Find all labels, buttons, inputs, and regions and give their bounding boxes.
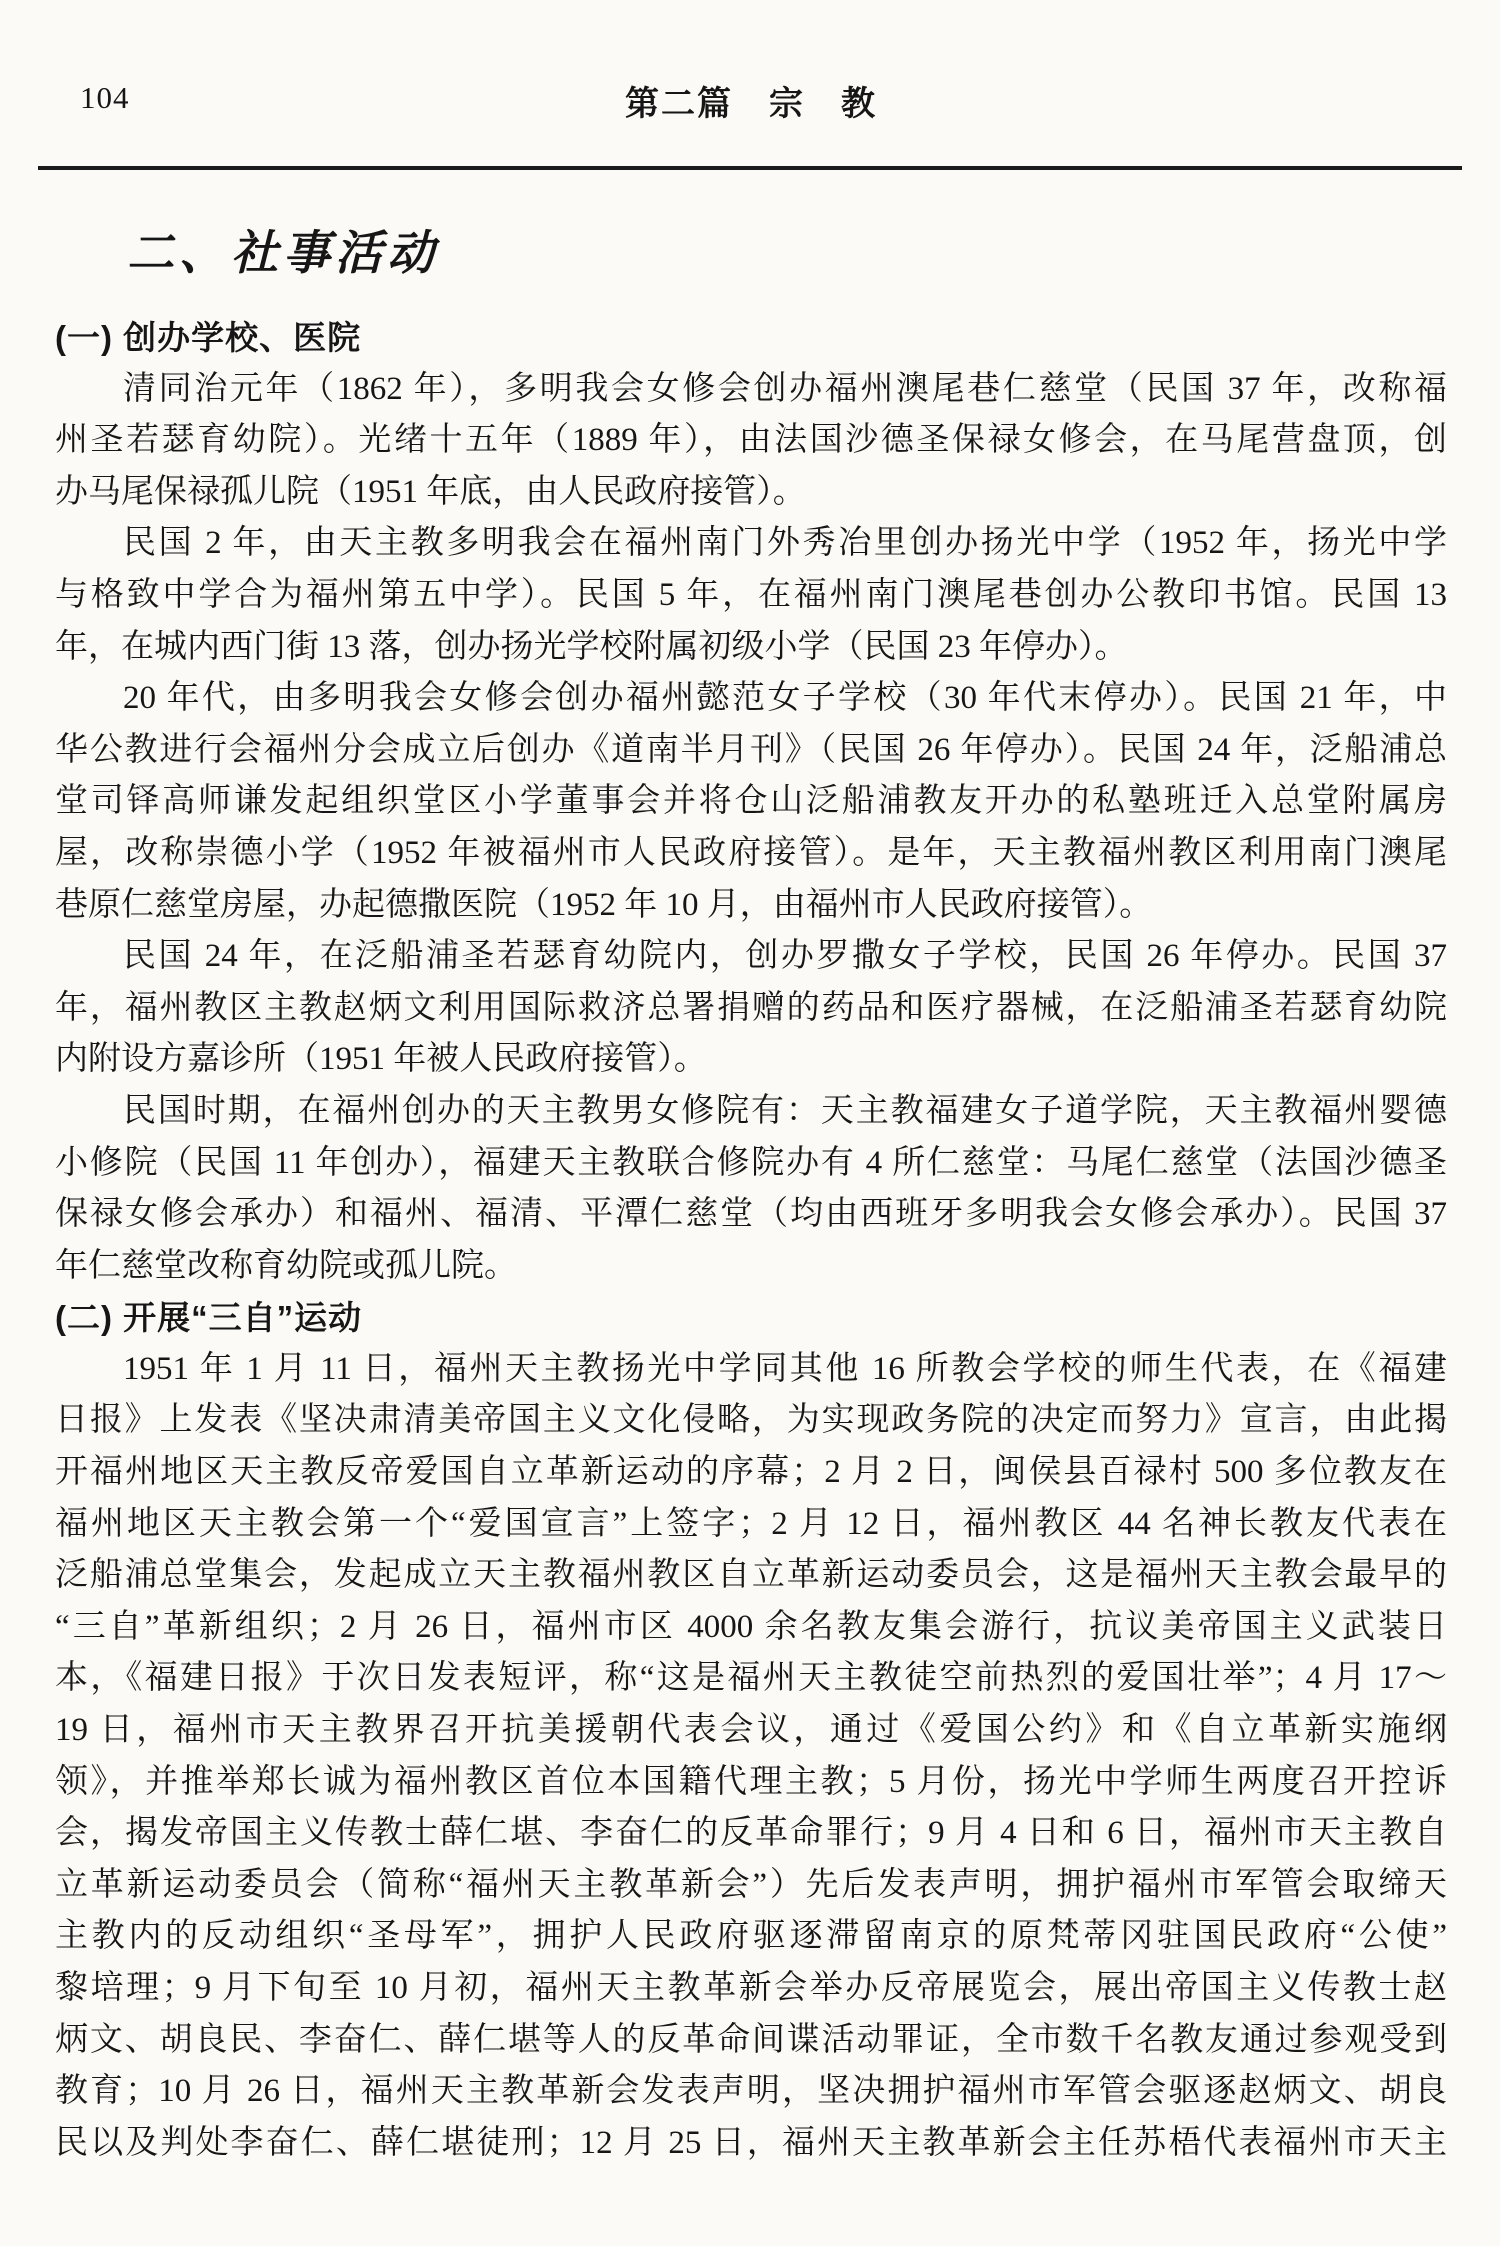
text-line: 炳文、胡良民、李奋仁、薛仁堪等人的反革命间谍活动罪证，全市数千名教友通过参观受到 — [55, 2021, 1447, 2058]
text-line: 内附设方嘉诊所（1951 年被人民政府接管）。 — [55, 1041, 707, 1078]
text-line: 巷原仁慈堂房屋，办起德撒医院（1952 年 10 月，由福州市人民政府接管）。 — [55, 886, 1153, 923]
text-line: 本，《福建日报》于次日发表短评，称“这是福州天主教徒空前热烈的爱国壮举”；4 月 17～ — [55, 1660, 1447, 1697]
text-line: 泛船浦总堂集会，发起成立天主教福州教区自立革新运动委员会，这是福州天主教会最早的 — [55, 1557, 1447, 1594]
text-line: 州圣若瑟育幼院）。光绪十五年（1889 年），由法国沙德圣保禄女修会，在马尾营盘顶，创 — [55, 422, 1447, 459]
document-title: 二、社事活动 — [127, 228, 439, 280]
text-line: 堂司铎高师谦发起组织堂区小学董事会并将仓山泛船浦教友开办的私塾班迁入总堂附属房 — [55, 783, 1447, 820]
header-title: 第二篇 宗 教 — [625, 86, 877, 123]
page-number: 104 — [80, 80, 130, 115]
text-line: 小修院（民国 11 年创办），福建天主教联合修院办有 4 所仁慈堂：马尾仁慈堂（法国沙德圣 — [55, 1144, 1447, 1181]
text-line: 年，在城内西门街 13 落，创办扬光学校附属初级小学（民国 23 年停办）。 — [55, 628, 1128, 665]
text-line: 民以及判处李奋仁、薛仁堪徒刑；12 月 25 日，福州天主教革新会主任苏梧代表福州市天主 — [55, 2124, 1447, 2161]
text-line: 民国 24 年，在泛船浦圣若瑟育幼院内，创办罗撒女子学校，民国 26 年停办。民国 37 — [123, 938, 1447, 975]
page-header — [55, 76, 1447, 122]
text-line: 19 日，福州市天主教界召开抗美援朝代表会议，通过《爱国公约》和《自立革新实施纲 — [55, 1712, 1447, 1749]
text-line: 华公教进行会福州分会成立后创办《道南半月刊》（民国 26 年停办）。民国 24 年，泛船浦总 — [55, 731, 1447, 768]
text-line: 20 年代，由多明我会女修会创办福州懿范女子学校（30 年代末停办）。民国 21 年，中 — [123, 680, 1447, 717]
text-line: 主教内的反动组织“圣母军”，拥护人民政府驱逐滞留南京的原梵蒂冈驻国民政府“公使” — [55, 1918, 1447, 1955]
text-line: 领》，并推举郑长诚为福州教区首位本国籍代理主教；5 月份，扬光中学师生两度召开控诉 — [55, 1763, 1447, 1800]
text-line: 会，揭发帝国主义传教士薛仁堪、李奋仁的反革命罪行；9 月 4 日和 6 日，福州市天主教自 — [55, 1815, 1447, 1852]
text-line: 立革新运动委员会（简称“福州天主教革新会”）先后发表声明，拥护福州市军管会取缔天 — [55, 1866, 1447, 1903]
text-line: 民国时期，在福州创办的天主教男女修院有：天主教福建女子道学院，天主教福州婴德 — [123, 1092, 1447, 1129]
text-line: 年，福州教区主教赵炳文利用国际救济总署捐赠的药品和医疗器械，在泛船浦圣若瑟育幼院 — [55, 989, 1447, 1026]
document — [55, 222, 1447, 2169]
text-line: 日报》上发表《坚决肃清美帝国主义文化侵略，为实现政务院的决定而努力》宣言，由此揭 — [55, 1402, 1447, 1439]
text-line: 黎培理；9 月下旬至 10 月初，福州天主教革新会举办反帝展览会，展出帝国主义传教士赵 — [55, 1970, 1447, 2006]
text-line: 清同治元年（1862 年），多明我会女修会创办福州澳尾巷仁慈堂（民国 37 年，改称福 — [123, 370, 1447, 407]
text-line: 办马尾保禄孤儿院（1951 年底，由人民政府接管）。 — [55, 473, 806, 510]
text-line: 屋，改称崇德小学（1952 年被福州市人民政府接管）。是年，天主教福州教区利用南门澳尾 — [55, 834, 1447, 871]
section-heading: (一) 创办学校、医院 — [55, 319, 362, 356]
text-line: 与格致中学合为福州第五中学）。民国 5 年，在福州南门澳尾巷创办公教印书馆。民国 13 — [55, 576, 1447, 613]
text-line: 年仁慈堂改称育幼院或孤儿院。 — [55, 1247, 517, 1284]
text-line: 1951 年 1 月 11 日，福州天主教扬光中学同其他 16 所教会学校的师生代表，在《福建 — [123, 1350, 1447, 1387]
document-sections — [55, 312, 1447, 2169]
text-line: 民国 2 年，由天主教多明我会在福州南门外秀冶里创办扬光中学（1952 年，扬光中学 — [123, 525, 1447, 562]
text-line: 福州地区天主教会第一个“爱国宣言”上签字；2 月 12 日，福州教区 44 名神长教友代表在 — [55, 1505, 1447, 1542]
text-line: 开福州地区天主教反帝爱国自立革新运动的序幕；2 月 2 日，闽侯县百禄村 500 多位教友在 — [55, 1454, 1447, 1491]
header-rule — [38, 166, 1462, 170]
section-heading: (二) 开展“三自”运动 — [55, 1299, 363, 1337]
text-line: 教育；10 月 26 日，福州天主教革新会发表声明，坚决拥护福州市军管会驱逐赵炳文、胡良 — [55, 2073, 1447, 2110]
text-line: 保禄女修会承办）和福州、福清、平潭仁慈堂（均由西班牙多明我会女修会承办）。民国 37 — [55, 1196, 1447, 1233]
text-line: “三自”革新组织；2 月 26 日，福州市区 4000 余名教友集会游行，抗议美帝国主义武装日 — [55, 1608, 1447, 1645]
